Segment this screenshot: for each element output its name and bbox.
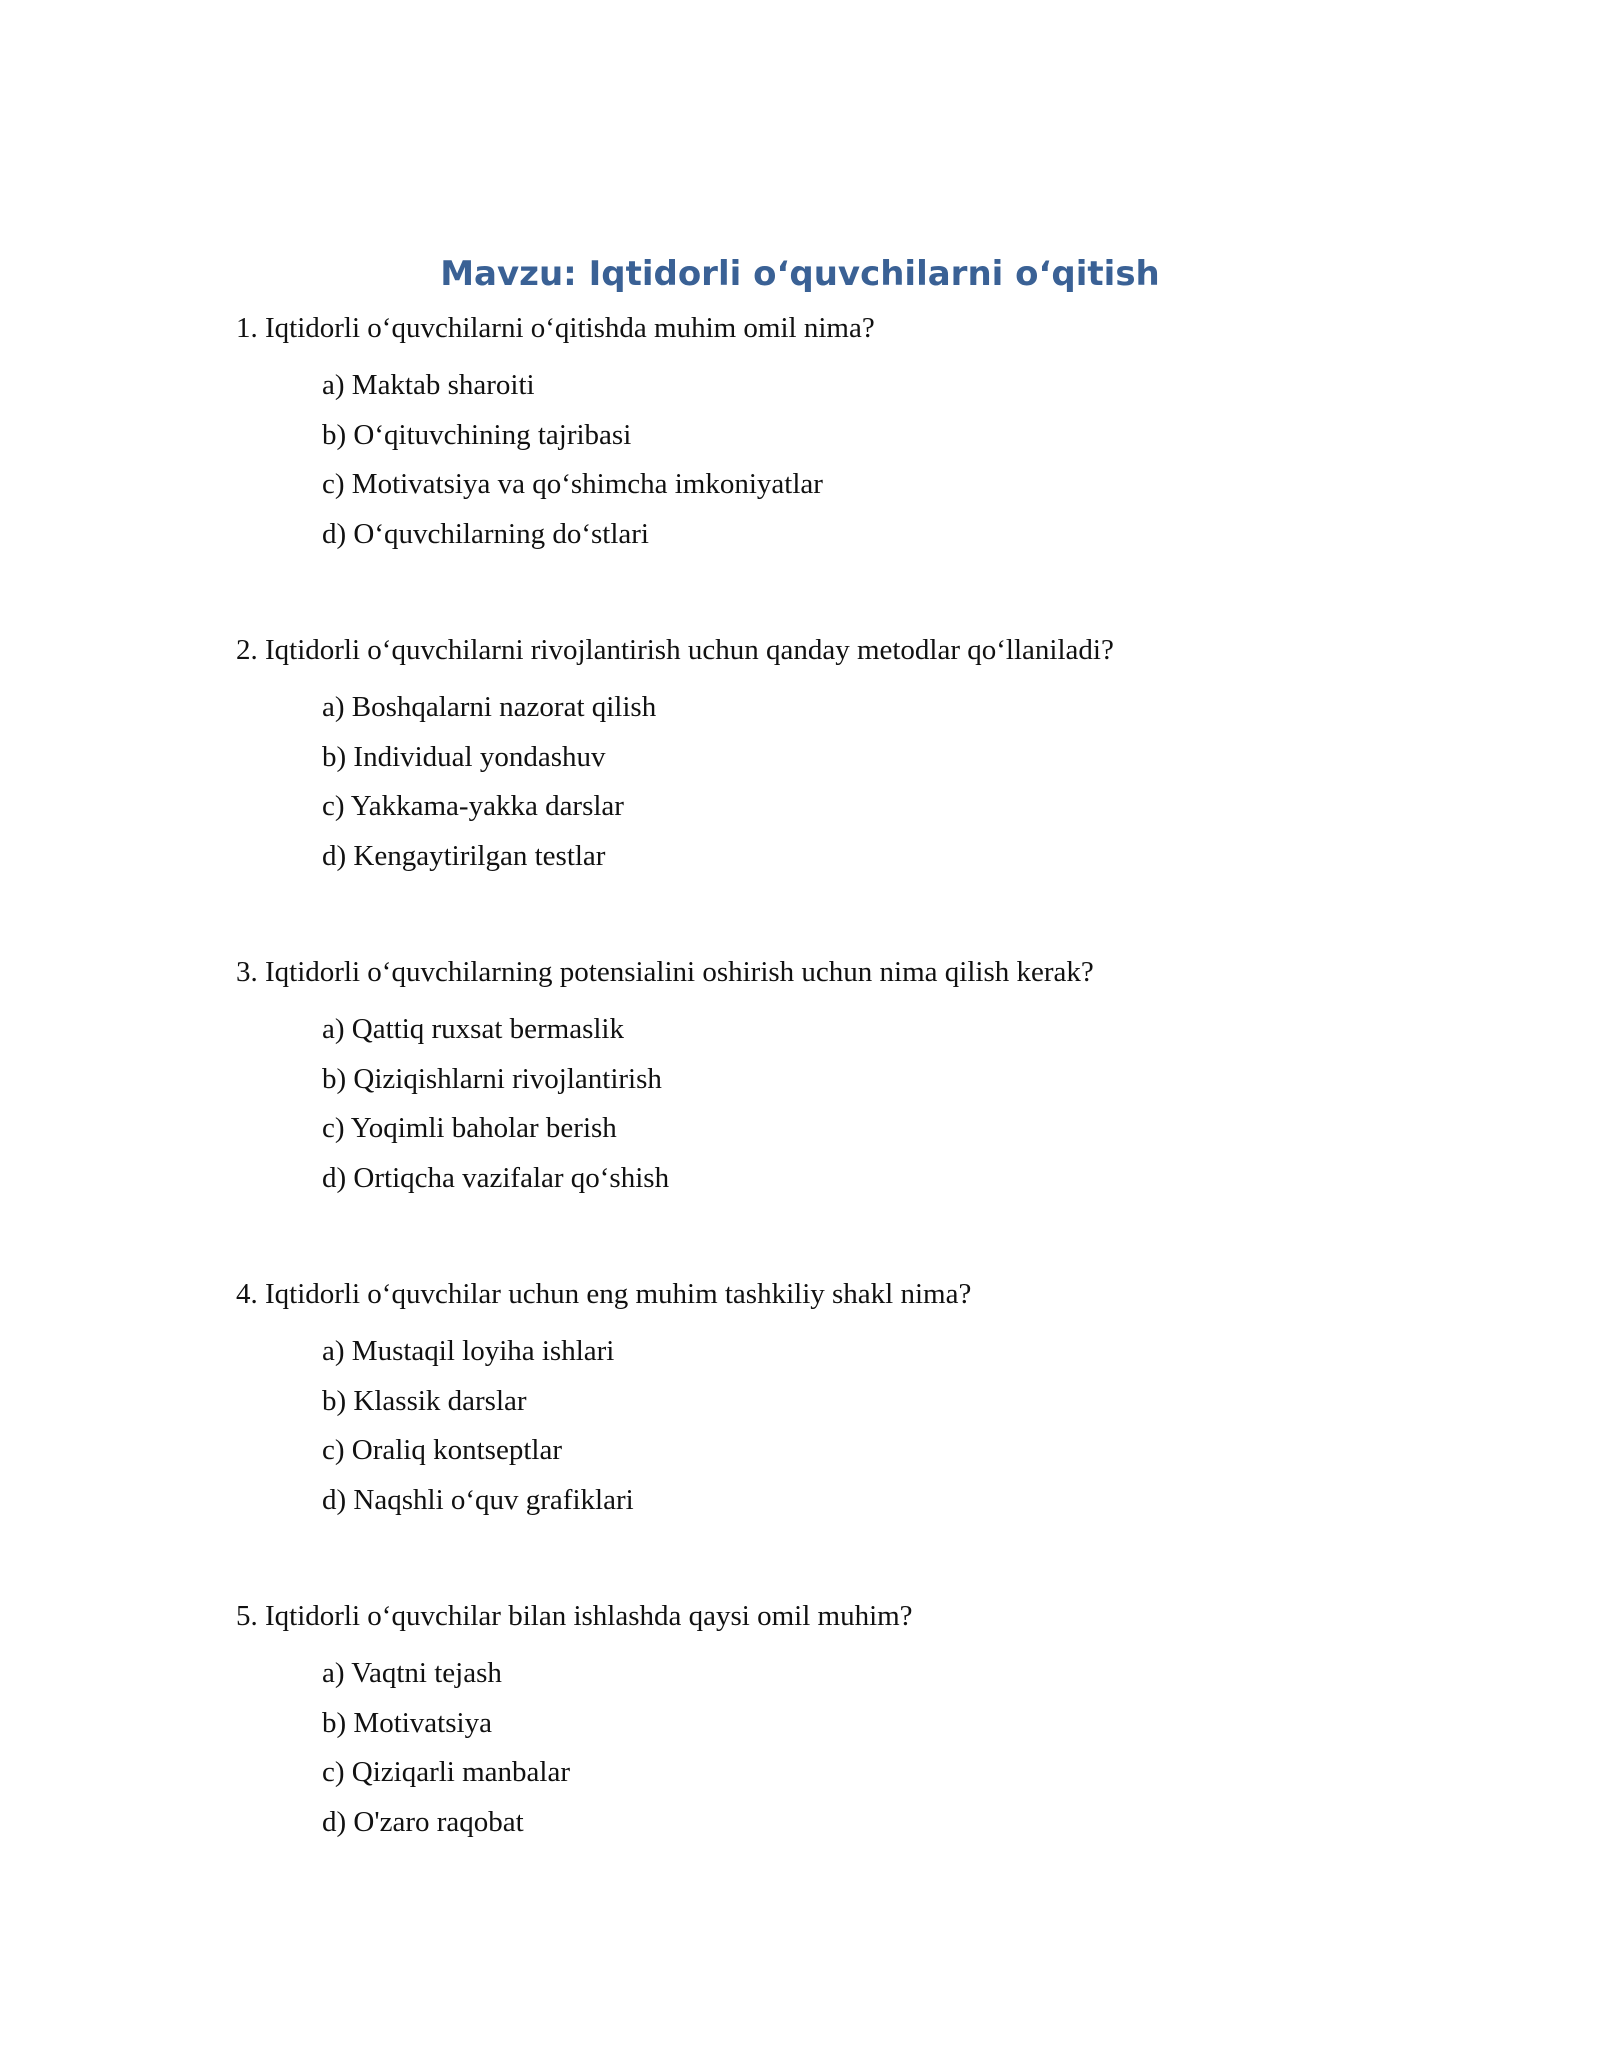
answer-option-c: c) Oraliq kontseptlar [322,1434,562,1466]
answer-option-b: b) Qiziqishlarni rivojlantirish [322,1062,662,1095]
question-1 [236,308,1436,563]
answer-option-c: c) Yakkama-yakka darslar [322,790,624,822]
answer-option-d: d) O'zaro raqobat [322,1805,524,1838]
question-text: 2. Iqtidorli o‘quvchilarni rivojlantirish uchun qanday metodlar qo‘llaniladi? [236,634,1114,666]
answer-option-a: a) Vaqtni tejash [322,1657,502,1689]
answer-option-b: b) Individual yondashuv [322,740,606,773]
answer-option-b: b) O‘qituvchining tajribasi [322,418,632,451]
answer-option-a: a) Qattiq ruxsat bermaslik [322,1013,624,1045]
answer-option-a: a) Mustaqil loyiha ishlari [322,1335,615,1367]
question-4 [236,1274,1436,1529]
answer-option-b: b) Klassik darslar [322,1384,527,1417]
answer-option-b: b) Motivatsiya [322,1706,492,1739]
question-2 [236,630,1436,885]
answer-option-d: d) Naqshli o‘quv grafiklari [322,1483,634,1516]
answer-option-d: d) O‘quvchilarning do‘stlari [322,517,649,550]
answer-option-a: a) Boshqalarni nazorat qilish [322,691,657,723]
answer-option-c: c) Motivatsiya va qo‘shimcha imkoniyatlar [322,468,823,500]
question-text: 1. Iqtidorli o‘quvchilarni o‘qitishda muhim omil nima? [236,312,875,344]
answer-option-c: c) Qiziqarli manbalar [322,1756,570,1788]
question-text: 4. Iqtidorli o‘quvchilar uchun eng muhim tashkiliy shakl nima? [236,1278,972,1310]
answer-options [236,687,1436,885]
question-list [236,308,1436,1918]
question-text: 5. Iqtidorli o‘quvchilar bilan ishlashda qaysi omil muhim? [236,1600,913,1632]
answer-options [236,1653,1436,1851]
answer-option-a: a) Maktab sharoiti [322,369,535,401]
question-3 [236,952,1436,1207]
question-text: 3. Iqtidorli o‘quvchilarning potensialini oshirish uchun nima qilish kerak? [236,956,1094,988]
answer-option-d: d) Ortiqcha vazifalar qo‘shish [322,1161,670,1194]
answer-options [236,1331,1436,1529]
page-title: Mavzu: Iqtidorli o‘quvchilarni o‘qitish [440,254,1160,294]
answer-option-d: d) Kengaytirilgan testlar [322,839,606,872]
answer-options [236,1009,1436,1207]
answer-options [236,365,1436,563]
answer-option-c: c) Yoqimli baholar berish [322,1112,617,1144]
question-5 [236,1596,1436,1851]
